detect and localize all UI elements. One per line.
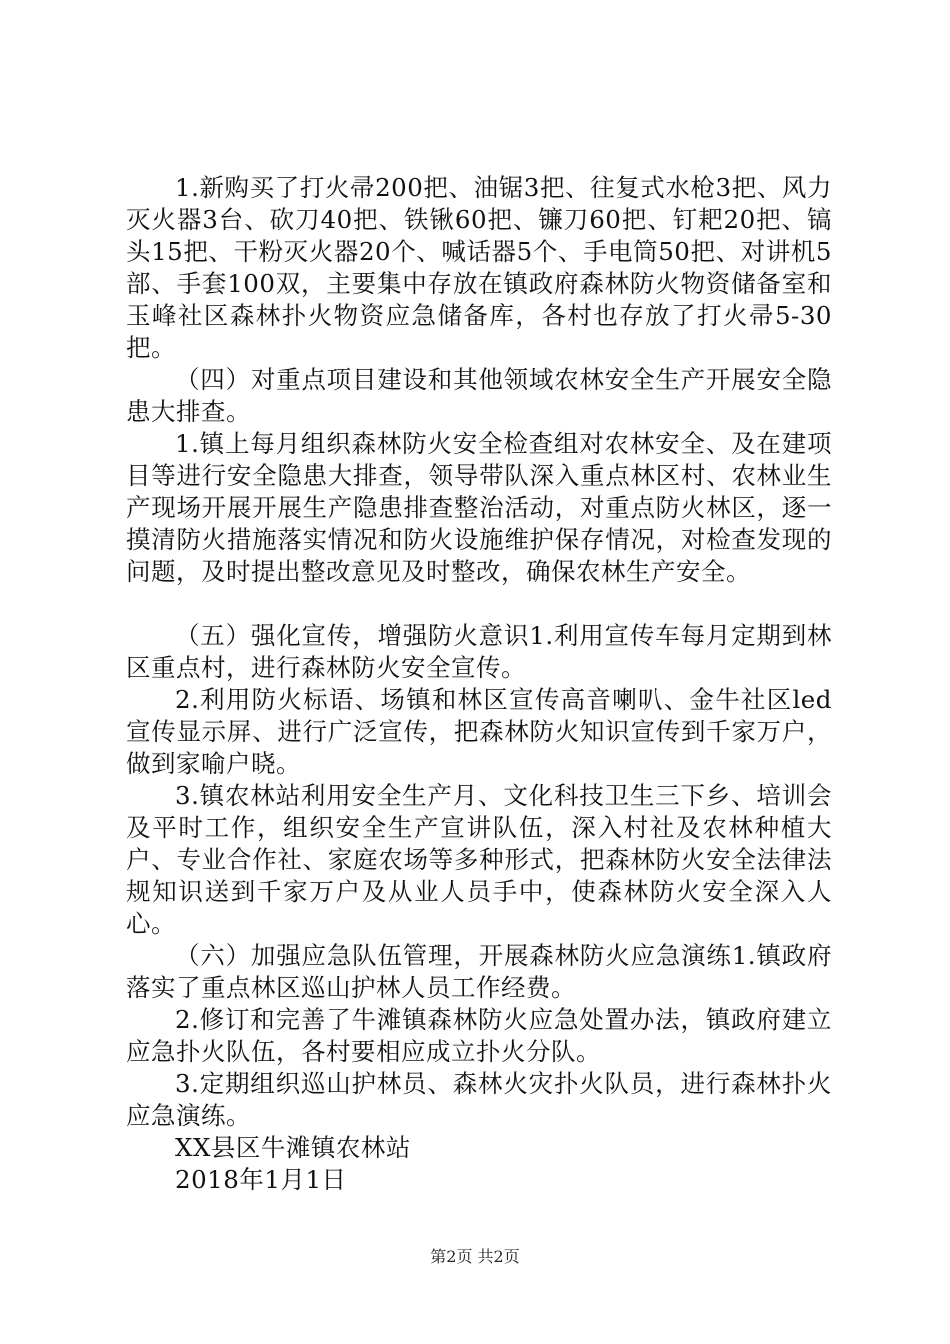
paragraph-section-four-heading: （四）对重点项目建设和其他领域农林安全生产开展安全隐患大排查。: [126, 365, 832, 426]
signature-date: 2018年1月1日: [175, 1165, 347, 1194]
paragraph-emergency-drill: 3.定期组织巡山护林员、森林火灾扑火队员，进行森林扑火应急演练。: [126, 1069, 832, 1130]
signature-organization: XX县区牛滩镇农林站: [175, 1133, 411, 1162]
paragraph-section-six-emergency: （六）加强应急队伍管理，开展森林防火应急演练1.镇政府落实了重点林区巡山护林人员工作经费。: [126, 941, 832, 1002]
page-number-footer: 第2页 共2页: [430, 1247, 520, 1266]
paragraph-safety-inspection: 1.镇上每月组织森林防火安全检查组对农林安全、及在建项目等进行安全隐患大排查，领导带队深入重点林区村、农林业生产现场开展开展生产隐患排查整治活动，对重点防火林区，逐一摸清防火措施落实情况和防火设施维护保存情况，对检查发现的问题，及时提出整改意见及时整改，确保农林生产安全。: [126, 429, 832, 586]
document-body: [126, 172, 832, 1196]
paragraph-training-outreach: 3.镇农林站利用安全生产月、文化科技卫生三下乡、培训会及平时工作，组织安全生产宣讲队伍，深入村社及农林种植大户、专业合作社、家庭农场等多种形式，把森林防火安全法律法规知识送到千家万户及从业人员手中，使森林防火安全深入人心。: [126, 781, 832, 938]
paragraph-section-five-publicity: （五）强化宣传，增强防火意识1.利用宣传车每月定期到林区重点村，进行森林防火安全宣传。: [126, 621, 832, 682]
paragraph-equipment-purchase: 1.新购买了打火帚200把、油锯3把、往复式水枪3把、风力灭火器3台、砍刀40把、铁锹60把、镰刀60把、钉耙20把、镐头15把、干粉灭火器20个、喊话器5个、手电筒50把、对讲机5部、手套100双，主要集中存放在镇政府森林防火物资储备室和玉峰社区森林扑火物资应急储备库，各村也存放了打火帚5-30把。: [126, 173, 832, 362]
paragraph-emergency-plan: 2.修订和完善了牛滩镇森林防火应急处置办法，镇政府建立应急扑火队伍，各村要相应成立扑火分队。: [126, 1005, 832, 1066]
paragraph-publicity-methods: 2.利用防火标语、场镇和林区宣传高音喇叭、金牛社区led宣传显示屏、进行广泛宣传，把森林防火知识宣传到千家万户，做到家喻户晓。: [126, 685, 832, 778]
